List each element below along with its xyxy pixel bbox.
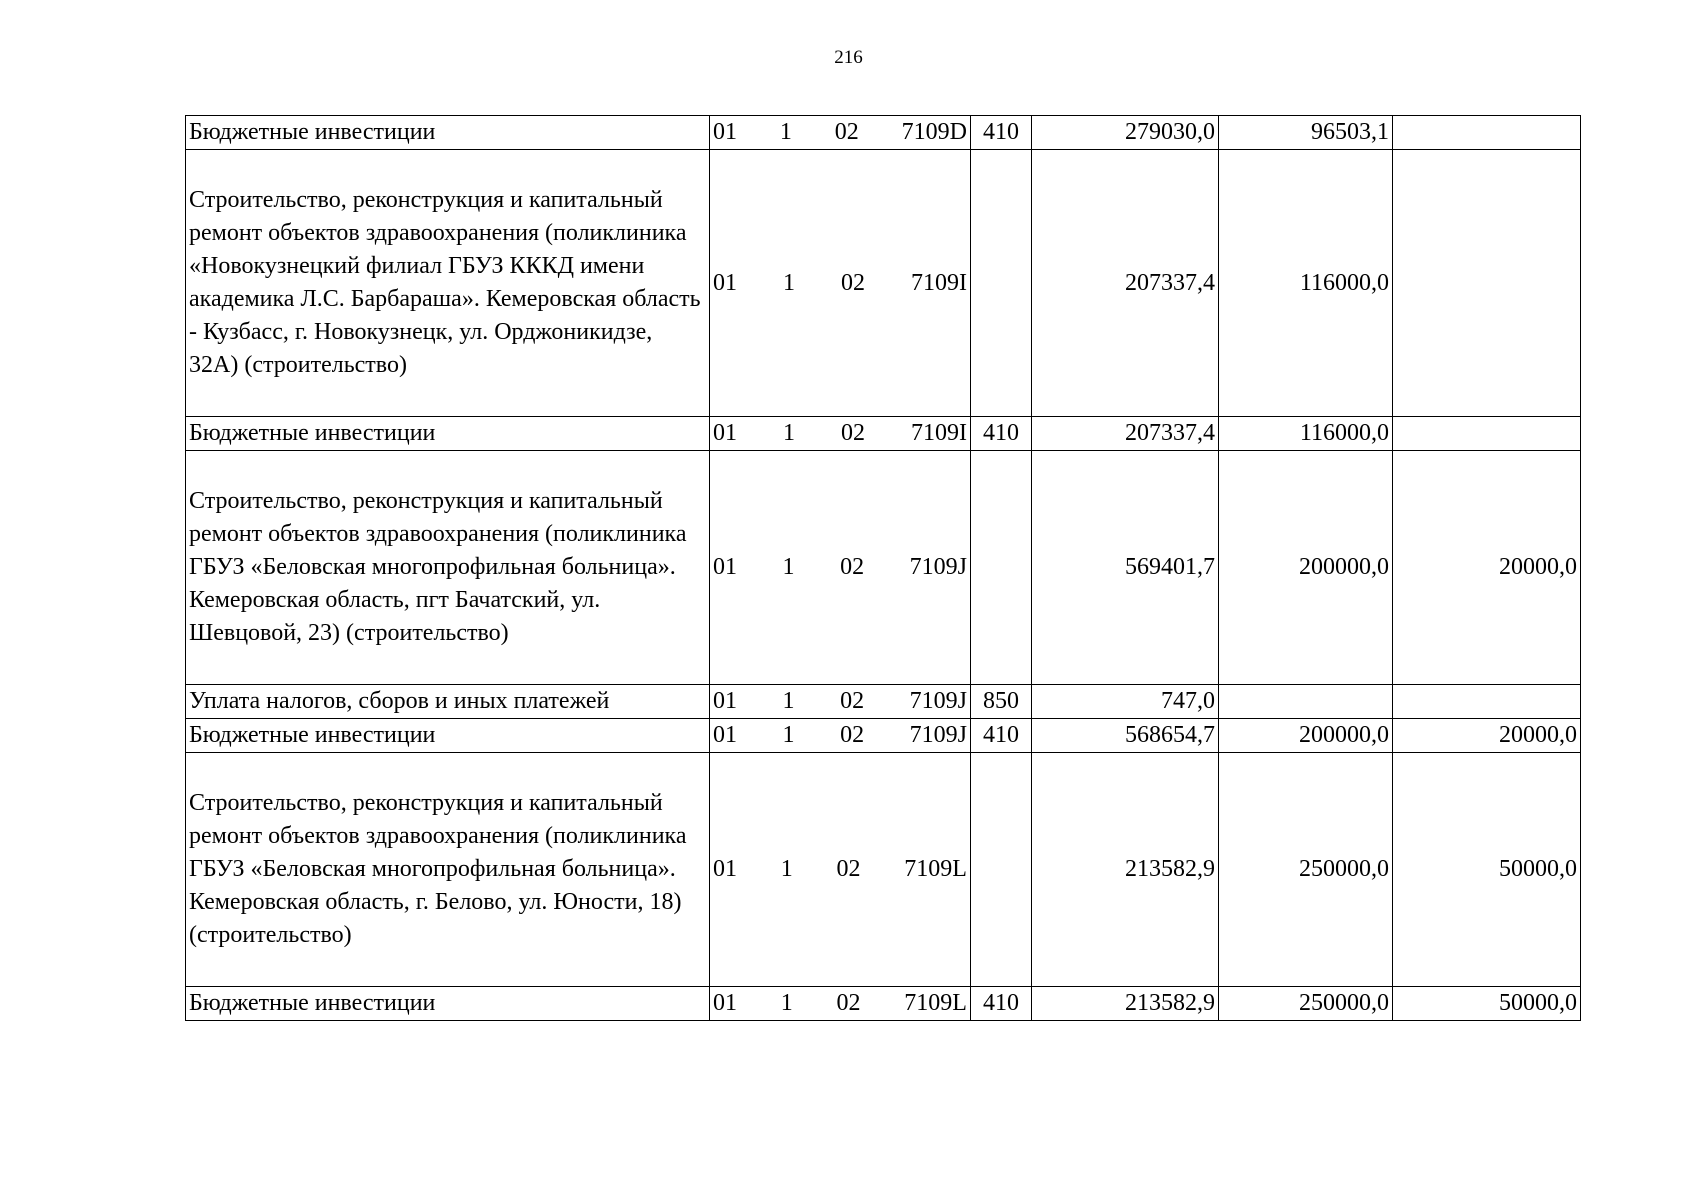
code-section: 01 (713, 990, 737, 1016)
code-subprogram: 1 (783, 269, 795, 296)
table-row (186, 987, 1581, 1021)
code-section: 01 (713, 269, 737, 296)
table-row (186, 417, 1581, 451)
row-name: Уплата налогов, сборов и иных платежей (186, 685, 710, 719)
row-codes (710, 150, 971, 417)
expense-type-code (971, 150, 1032, 417)
value-1: 569401,7 (1032, 451, 1219, 685)
code-group: 02 (840, 554, 865, 580)
value-3 (1393, 150, 1581, 417)
row-name: Бюджетные инвестиции (186, 987, 710, 1021)
row-codes (710, 417, 971, 451)
code-target: 7109J (909, 688, 967, 714)
table-row (186, 150, 1581, 417)
code-section: 01 (713, 420, 737, 446)
code-subprogram: 1 (780, 990, 793, 1016)
value-2: 200000,0 (1219, 719, 1393, 753)
value-3 (1393, 417, 1581, 451)
value-2: 200000,0 (1219, 451, 1393, 685)
value-2: 250000,0 (1219, 753, 1393, 987)
table-row (186, 116, 1581, 150)
value-3: 50000,0 (1393, 987, 1581, 1021)
row-codes (710, 451, 971, 685)
value-3 (1393, 116, 1581, 150)
value-1: 213582,9 (1032, 753, 1219, 987)
value-2 (1219, 685, 1393, 719)
table-row (186, 451, 1581, 685)
value-2: 96503,1 (1219, 116, 1393, 150)
code-group: 02 (841, 269, 865, 296)
value-1: 207337,4 (1032, 150, 1219, 417)
code-group: 02 (840, 688, 865, 714)
row-codes (710, 987, 971, 1021)
code-target: 7109I (911, 269, 967, 296)
code-section: 01 (713, 554, 737, 580)
row-name: Бюджетные инвестиции (186, 719, 710, 753)
code-subprogram: 1 (779, 119, 792, 145)
value-2: 116000,0 (1219, 417, 1393, 451)
code-group: 02 (840, 722, 865, 748)
code-target: 7109J (909, 722, 967, 748)
code-target: 7109I (911, 420, 967, 446)
expense-type-code: 410 (971, 417, 1032, 451)
row-name: Бюджетные инвестиции (186, 417, 710, 451)
row-codes (710, 753, 971, 987)
value-3 (1393, 685, 1581, 719)
code-group: 02 (836, 990, 861, 1016)
value-1: 568654,7 (1032, 719, 1219, 753)
code-group: 02 (836, 856, 861, 882)
row-name: Строительство, реконструкция и капитальный ремонт объектов здравоохранения (поликлиника «Новокузнецкий филиал ГБУЗ КККД имени академика Л.С. Барбараша». Кемеровская область - Кузбасс, г. Новокузнецк, ул. Орджоникидзе, 32А) (строительство) (186, 150, 710, 417)
code-subprogram: 1 (782, 722, 795, 748)
value-1: 279030,0 (1032, 116, 1219, 150)
expense-type-code (971, 753, 1032, 987)
code-subprogram: 1 (780, 856, 793, 882)
code-subprogram: 1 (782, 554, 795, 580)
code-section: 01 (713, 722, 737, 748)
expense-type-code: 410 (971, 719, 1032, 753)
row-codes (710, 719, 971, 753)
row-name: Строительство, реконструкция и капитальный ремонт объектов здравоохранения (поликлиника ГБУЗ «Беловская многопрофильная больница». Кемеровская область, г. Белово, ул. Юности, 18) (строительство) (186, 753, 710, 987)
code-subprogram: 1 (782, 688, 795, 714)
value-3: 20000,0 (1393, 719, 1581, 753)
page-number: 216 (834, 47, 863, 68)
row-codes (710, 116, 971, 150)
value-3: 50000,0 (1393, 753, 1581, 987)
code-group: 02 (834, 119, 859, 145)
value-1: 213582,9 (1032, 987, 1219, 1021)
code-subprogram: 1 (783, 420, 795, 446)
row-name: Бюджетные инвестиции (186, 116, 710, 150)
expense-type-code: 410 (971, 987, 1032, 1021)
value-1: 747,0 (1032, 685, 1219, 719)
value-1: 207337,4 (1032, 417, 1219, 451)
code-target: 7109L (904, 856, 967, 882)
value-2: 116000,0 (1219, 150, 1393, 417)
budget-table (185, 115, 1581, 1021)
value-3: 20000,0 (1393, 451, 1581, 685)
code-section: 01 (713, 856, 737, 882)
code-target: 7109J (909, 554, 967, 580)
code-group: 02 (841, 420, 865, 446)
row-name: Строительство, реконструкция и капитальный ремонт объектов здравоохранения (поликлиника ГБУЗ «Беловская многопрофильная больница». Кемеровская область, пгт Бачатский, ул. Шевцовой, 23) (строительство) (186, 451, 710, 685)
code-target: 7109L (904, 990, 967, 1016)
table-row (186, 685, 1581, 719)
value-2: 250000,0 (1219, 987, 1393, 1021)
code-section: 01 (713, 688, 737, 714)
row-codes (710, 685, 971, 719)
code-section: 01 (713, 119, 737, 145)
expense-type-code: 850 (971, 685, 1032, 719)
table-row (186, 719, 1581, 753)
expense-type-code: 410 (971, 116, 1032, 150)
expense-type-code (971, 451, 1032, 685)
table-row (186, 753, 1581, 987)
code-target: 7109D (901, 119, 967, 145)
